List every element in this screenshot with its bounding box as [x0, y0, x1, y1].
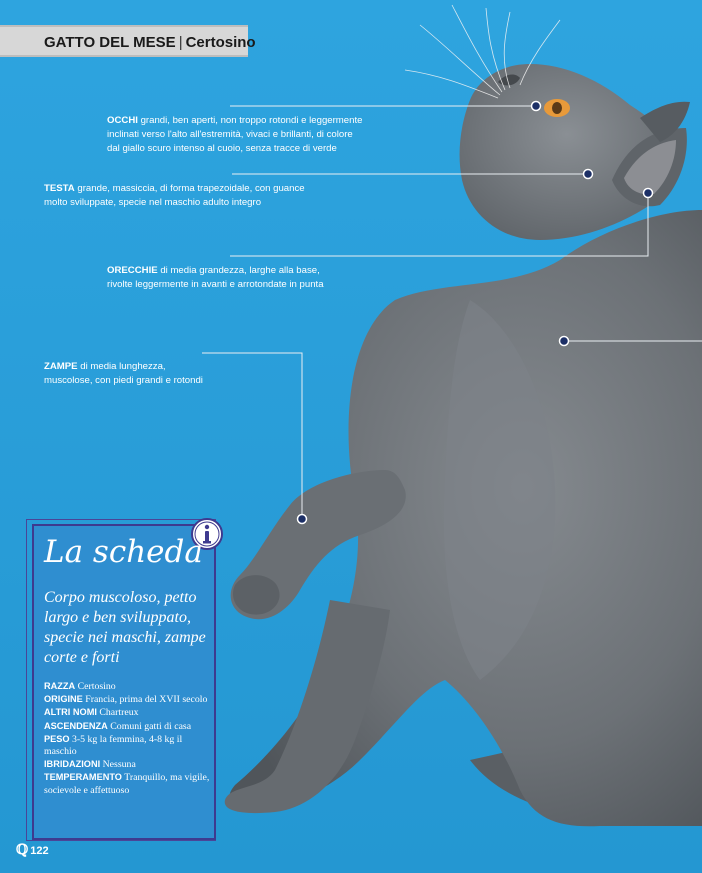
page-number: 122	[30, 845, 49, 857]
note-orecchie	[107, 264, 324, 292]
note-zampe-text2: muscolose, con piedi grandi e rotondi	[44, 375, 203, 386]
note-testa-keyword: TESTA	[44, 183, 75, 194]
note-occhi-text2: inclinati verso l'alto all'estremità, vivaci e brillanti, di colore	[107, 129, 353, 140]
note-testa-text2: molto sviluppate, specie nel maschio adulto integro	[44, 197, 262, 208]
scheda-item-value: Tranquillo, ma vigile, socievole e affettuoso	[44, 772, 210, 796]
section-header	[0, 25, 256, 57]
note-occhi-text3: dal giallo scuro intenso al cuoio, senza tracce di verde	[107, 143, 337, 154]
scheda-item-key: IBRIDAZIONI	[44, 759, 101, 770]
scheda-item-key: TEMPERAMENTO	[44, 772, 122, 783]
scheda-subtitle: Corpo muscoloso, petto largo e ben sviluppato, specie nei maschi, zampe corte e forti	[44, 589, 206, 666]
scheda-item-key: PESO	[44, 733, 70, 744]
scheda-list	[44, 680, 212, 797]
magazine-logo-icon: ℚ	[16, 842, 29, 858]
note-occhi	[107, 114, 362, 156]
note-orecchie-text2: rivolte leggermente in avanti e arrotondate in punta	[107, 279, 324, 290]
scheda-title: La scheda	[44, 534, 203, 570]
scheda-item	[44, 693, 212, 706]
note-zampe	[44, 360, 203, 388]
scheda-item	[44, 733, 212, 758]
note-orecchie-keyword: ORECCHIE	[107, 265, 158, 276]
note-occhi-keyword: OCCHI	[107, 115, 138, 126]
scheda-item	[44, 706, 212, 719]
note-zampe-keyword: ZAMPE	[44, 361, 78, 372]
section-label: GATTO DEL MESE	[44, 34, 176, 51]
note-orecchie-text: di media grandezza, larghe alla base,	[160, 265, 320, 276]
breed-name: Certosino	[185, 34, 256, 51]
scheda-item	[44, 771, 212, 796]
scheda-item-value: Certosino	[77, 681, 116, 692]
scheda-item	[44, 758, 212, 771]
scheda-item-value: 3-5 kg la femmina, 4-8 kg il maschio	[44, 733, 183, 758]
scheda-item-value: Comuni gatti di casa	[110, 720, 192, 732]
scheda-item	[44, 720, 212, 733]
note-zampe-text: di media lunghezza,	[80, 361, 166, 372]
scheda-item-key: ORIGINE	[44, 694, 83, 705]
scheda-item-key: ALTRI NOMI	[44, 707, 97, 718]
header-separator: |	[178, 34, 183, 51]
note-testa	[44, 182, 305, 210]
note-testa-text: grande, massiccia, di forma trapezoidale, con guance	[77, 183, 305, 194]
scheda-item-key: ASCENDENZA	[44, 720, 108, 731]
scheda-item-value: Nessuna	[102, 759, 136, 771]
page-footer	[16, 842, 49, 858]
scheda-item-key: RAZZA	[44, 681, 76, 691]
note-occhi-text: grandi, ben aperti, non troppo rotondi e leggermente	[140, 115, 363, 126]
scheda-item	[44, 680, 212, 693]
scheda-item-value: Francia, prima del XVII secolo	[85, 694, 208, 706]
scheda-item-value: Chartreux	[99, 707, 139, 719]
